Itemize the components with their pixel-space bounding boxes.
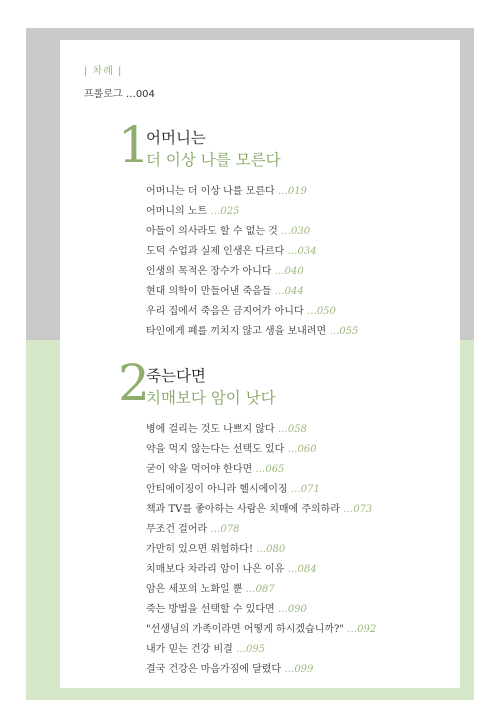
toc-entry[interactable] (146, 182, 358, 202)
toc-entry[interactable] (146, 222, 358, 242)
entry-title: 암은 세포의 노화일 뿐 (146, 584, 243, 595)
toc-entry[interactable] (146, 560, 376, 580)
toc-entry[interactable] (146, 520, 376, 540)
chapter-title-line1: 어머니는 (146, 129, 206, 147)
entry-title: 인생의 목적은 장수가 아니다 (146, 266, 272, 277)
chapter-title-line1: 죽는다면 (146, 367, 206, 385)
toc-entry[interactable] (146, 282, 358, 302)
toc-entry[interactable] (146, 460, 376, 480)
toc-entry[interactable] (146, 500, 376, 520)
prologue-entry[interactable]: 프롤로그 …004 (84, 89, 155, 100)
entry-page: …073 (343, 504, 373, 515)
content-panel (60, 40, 460, 688)
entry-title: 안티에이징이 아니라 헬시에이징 (146, 484, 288, 495)
entry-page: …040 (274, 266, 304, 277)
entry-title: 병에 걸리는 것도 나쁘지 않다 (146, 424, 275, 435)
chapter-entries (146, 420, 376, 680)
entry-page: …087 (245, 584, 275, 595)
entry-page: …065 (255, 464, 285, 475)
entry-title: 책과 TV를 좋아하는 사람은 치매에 주의하라 (146, 504, 341, 515)
entry-title: 도덕 수업과 실제 인생은 다르다 (146, 246, 285, 257)
toc-entry[interactable] (146, 480, 376, 500)
entry-title: "선생님의 가족이라면 어떻게 하시겠습니까?" (146, 624, 344, 635)
entry-title: 굳이 약을 먹어야 한다면 (146, 464, 253, 475)
entry-title: 결국 건강은 마음가짐에 달렸다 (146, 664, 282, 675)
entry-page: …092 (347, 624, 377, 635)
entry-page: …080 (256, 544, 286, 555)
entry-page: …034 (287, 246, 317, 257)
entry-page: …044 (274, 286, 304, 297)
toc-entry[interactable] (146, 302, 358, 322)
entry-page: …099 (284, 664, 314, 675)
toc-entry[interactable] (146, 262, 358, 282)
toc-entry[interactable] (146, 440, 376, 460)
entry-page: …060 (287, 444, 317, 455)
chapter-title-line2: 더 이상 나를 모른다 (146, 151, 281, 169)
entry-title: 내가 믿는 건강 비결 (146, 644, 233, 655)
toc-entry[interactable] (146, 322, 358, 342)
toc-entry[interactable] (146, 620, 376, 640)
toc-entry[interactable] (146, 600, 376, 620)
toc-entry[interactable] (146, 540, 376, 560)
chapter-title-line2: 치매보다 암이 낫다 (146, 389, 276, 407)
entry-page: …078 (210, 524, 240, 535)
toc-entry[interactable] (146, 640, 376, 660)
toc-entry[interactable] (146, 420, 376, 440)
entry-page: …025 (210, 206, 240, 217)
entry-title: 어머니는 더 이상 나를 모른다 (146, 186, 275, 197)
entry-title: 아들이 의사라도 할 수 없는 것 (146, 226, 278, 237)
entry-page: …050 (306, 306, 336, 317)
chapter-entries (146, 182, 358, 342)
entry-title: 타인에게 폐를 끼치지 않고 생을 보내려면 (146, 326, 327, 337)
entry-title: 무조건 걸어라 (146, 524, 208, 535)
chapter-number: 2 (118, 354, 150, 412)
entry-title: 치매보다 차라리 암이 나은 이유 (146, 564, 285, 575)
entry-title: 약을 먹지 않는다는 선택도 있다 (146, 444, 285, 455)
entry-page: …090 (277, 604, 307, 615)
entry-page: …055 (329, 326, 359, 337)
toc-entry[interactable] (146, 242, 358, 262)
entry-title: 어머니의 노트 (146, 206, 208, 217)
toc-entry[interactable] (146, 580, 376, 600)
toc-entry[interactable] (146, 660, 376, 680)
toc-label: | 차례 | (84, 66, 123, 77)
entry-title: 죽는 방법을 선택할 수 있다면 (146, 604, 275, 615)
entry-title: 가만히 있으면 위험하다! (146, 544, 253, 555)
entry-page: …095 (236, 644, 266, 655)
entry-page: …058 (277, 424, 307, 435)
toc-entry[interactable] (146, 202, 358, 222)
entry-page: …030 (281, 226, 311, 237)
entry-page: …084 (287, 564, 317, 575)
entry-title: 현대 의학이 만들어낸 죽음들 (146, 286, 272, 297)
chapter-number: 1 (118, 116, 150, 174)
entry-page: …071 (290, 484, 320, 495)
entry-page: …019 (277, 186, 307, 197)
entry-title: 우리 집에서 죽음은 금지어가 아니다 (146, 306, 304, 317)
